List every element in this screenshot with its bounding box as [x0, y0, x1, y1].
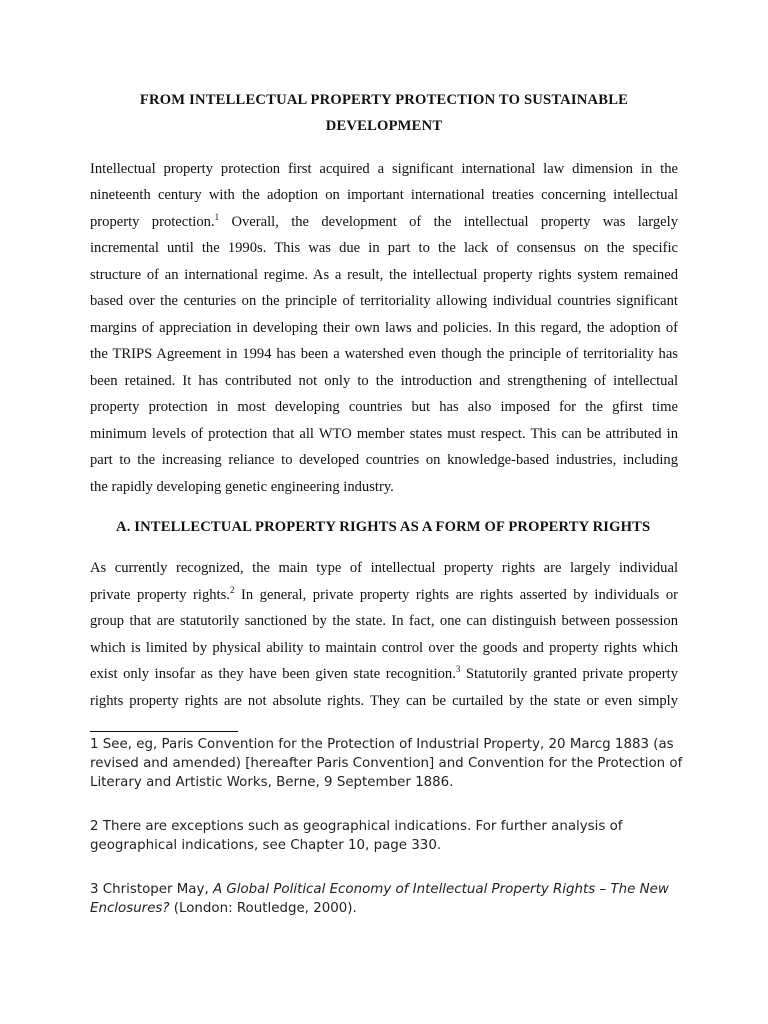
para1-line: property protection.$^1$ Overall, the development of the intellectual property was largely	[90, 212, 679, 230]
document-title-line-1: FROM INTELLECTUAL PROPERTY PROTECTION TO SUSTAINABLE	[139, 92, 629, 108]
para1-line: structure of an international regime. As a result, the intellectual property rights system remained	[90, 267, 678, 283]
footnote-3: 3 Christoper May, A Global Political Economy of Intellectual Property Rights – The New Enclosures? (London: Routledge, 2000).	[90, 882, 669, 916]
footnote-2: 2 There are exceptions such as geographical indications. For further analysis of geographical indications, see Chapter 10, page 330.	[90, 819, 623, 853]
para1-line: the TRIPS Agreement in 1994 has been a watershed even though the principle of territoriality has	[90, 346, 678, 362]
para1-line: Intellectual property protection first acquired a significant international law dimension in the	[90, 161, 678, 177]
para1-line-last: the rapidly developing genetic engineering industry.	[90, 479, 394, 495]
para1-line: margins of appreciation in developing their own laws and policies. In this regard, the adoption of	[90, 320, 678, 336]
document-title-line-2: DEVELOPMENT	[325, 118, 443, 134]
para1-line: part to the increasing reliance to developed countries on knowledge-based industries, including	[90, 452, 678, 468]
footnote-ref-1[interactable]: 1	[214, 212, 220, 222]
para1-line: based over the centuries on the principle of territoriality allowing individual countries significant	[90, 293, 678, 309]
para2-line: group that are statutorily sanctioned by the state. In fact, one can distinguish between possession	[90, 613, 678, 629]
para2-line: exist only insofar as they have been given state recognition.$^3$ Statutorily granted private property	[90, 664, 678, 682]
footnote-ref-3[interactable]: 3	[455, 664, 461, 674]
para1-line: incremental until the 1990s. This was due in part to the lack of consensus on the specific	[90, 240, 678, 256]
footnote-1: 1 See, eg, Paris Convention for the Protection of Industrial Property, 20 Marcg 1883 (as revised and amended) [hereafter Paris Convention] and Convention for the Protection of Literary and Artistic Works, Berne, 9 September 1886.	[90, 737, 683, 790]
para2-line: private property rights.$^2$ In general, private property rights are rights asserted by individuals or	[90, 585, 678, 603]
para1-line: minimum levels of protection that all WTO member states must respect. This can be attributed in	[90, 426, 678, 442]
para1-line: nineteenth century with the adoption on important international treaties concerning intellectual	[90, 187, 678, 203]
para2-line: rights property rights are not absolute rights. They can be curtailed by the state or even simply	[90, 693, 678, 709]
para1-line: property protection in most developing countries but has also imposed for the gfirst time	[90, 399, 678, 415]
footnote-ref-2[interactable]: 2	[229, 585, 235, 595]
para1-line: been retained. It has contributed not only to the introduction and strengthening of intellectual	[90, 373, 678, 389]
footnote-3-book-title: A Global Political Economy of Intellectual Property Rights – The New Enclosures?	[90, 882, 669, 916]
section-heading: A. INTELLECTUAL PROPERTY RIGHTS AS A FORM OF PROPERTY RIGHTS	[116, 519, 651, 535]
para2-line: which is limited by physical ability to maintain control over the goods and property rights which	[90, 640, 678, 656]
para2-line: As currently recognized, the main type of intellectual property rights are largely individual	[90, 560, 678, 576]
footnote-separator	[90, 731, 238, 732]
